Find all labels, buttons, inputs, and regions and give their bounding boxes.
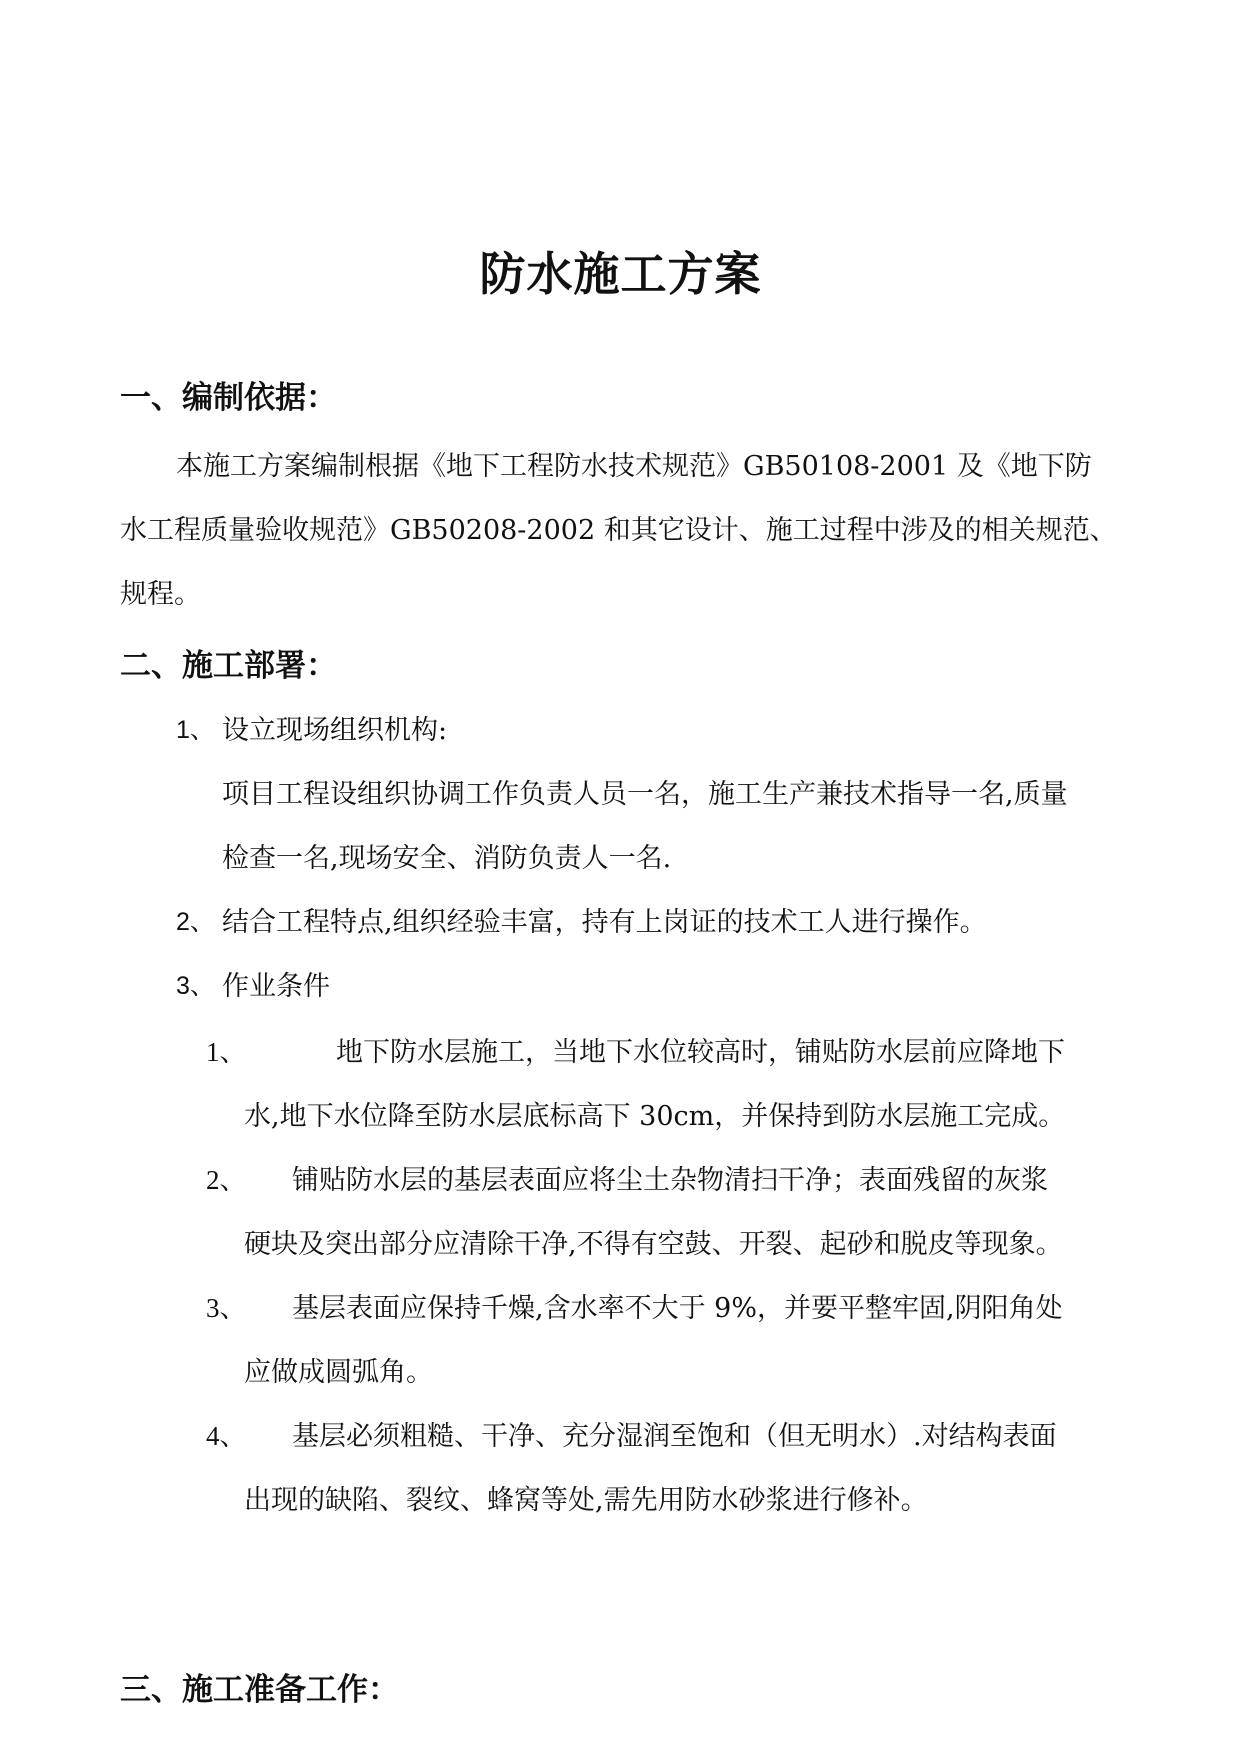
- sub-list-line: 出现的缺陷、裂纹、蜂窝等处,需先用防水砂浆进行修补。: [244, 1485, 928, 1516]
- section-heading-3: 三、施工准备工作：: [120, 1672, 399, 1708]
- sub-list-line: 水,地下水位降至防水层底标高下 30cm，并保持到防水层施工完成。: [244, 1101, 1066, 1132]
- page-title: 防水施工方案: [479, 247, 762, 301]
- paragraph-line: 水工程质量验收规范》GB50208-2002 和其它设计、施工过程中涉及的相关规范、: [120, 515, 1117, 546]
- paragraph-line: 检查一名,现场安全、消防负责人一名.: [222, 843, 672, 874]
- sub-list-line: 基层表面应保持千燥,含水率不大于 9%，并要平整牢固,阴阳角处: [292, 1293, 1063, 1324]
- sub-list-number: 3、: [206, 1293, 247, 1323]
- list-item-text: 设立现场组织机构:: [222, 715, 448, 746]
- paragraph-line: 本施工方案编制根据《地下工程防水技术规范》GB50108-2001 及《地下防: [176, 451, 1092, 482]
- sub-list-line: 应做成圆弧角。: [244, 1357, 433, 1388]
- sub-list-line: 铺贴防水层的基层表面应将尘土杂物清扫干净；表面残留的灰浆: [292, 1165, 1048, 1196]
- sub-list-line: 地下防水层施工，当地下水位较高时，铺贴防水层前应降地下: [336, 1037, 1065, 1068]
- list-item-text: 结合工程特点,组织经验丰富，持有上岗证的技术工人进行操作。: [222, 907, 987, 938]
- list-number: 1、: [176, 716, 215, 744]
- sub-list-line: 基层必须粗糙、干净、充分湿润至饱和（但无明水）.对结构表面: [292, 1421, 1057, 1452]
- sub-list-line: 硬块及突出部分应清除干净,不得有空鼓、开裂、起砂和脱皮等现象。: [244, 1229, 1063, 1260]
- section-heading-2: 二、施工部署：: [120, 648, 337, 684]
- sub-list-number: 1、: [206, 1037, 247, 1067]
- list-number: 3、: [176, 972, 215, 1000]
- paragraph-line: 项目工程设组织协调工作负责人员一名，施工生产兼技术指导一名,质量: [222, 779, 1068, 810]
- sub-list-number: 4、: [206, 1421, 247, 1451]
- list-item-text: 作业条件: [222, 971, 330, 1002]
- section-heading-1: 一、编制依据：: [120, 380, 337, 416]
- paragraph-line: 规程。: [120, 579, 201, 610]
- list-number: 2、: [176, 908, 215, 936]
- sub-list-number: 2、: [206, 1165, 247, 1195]
